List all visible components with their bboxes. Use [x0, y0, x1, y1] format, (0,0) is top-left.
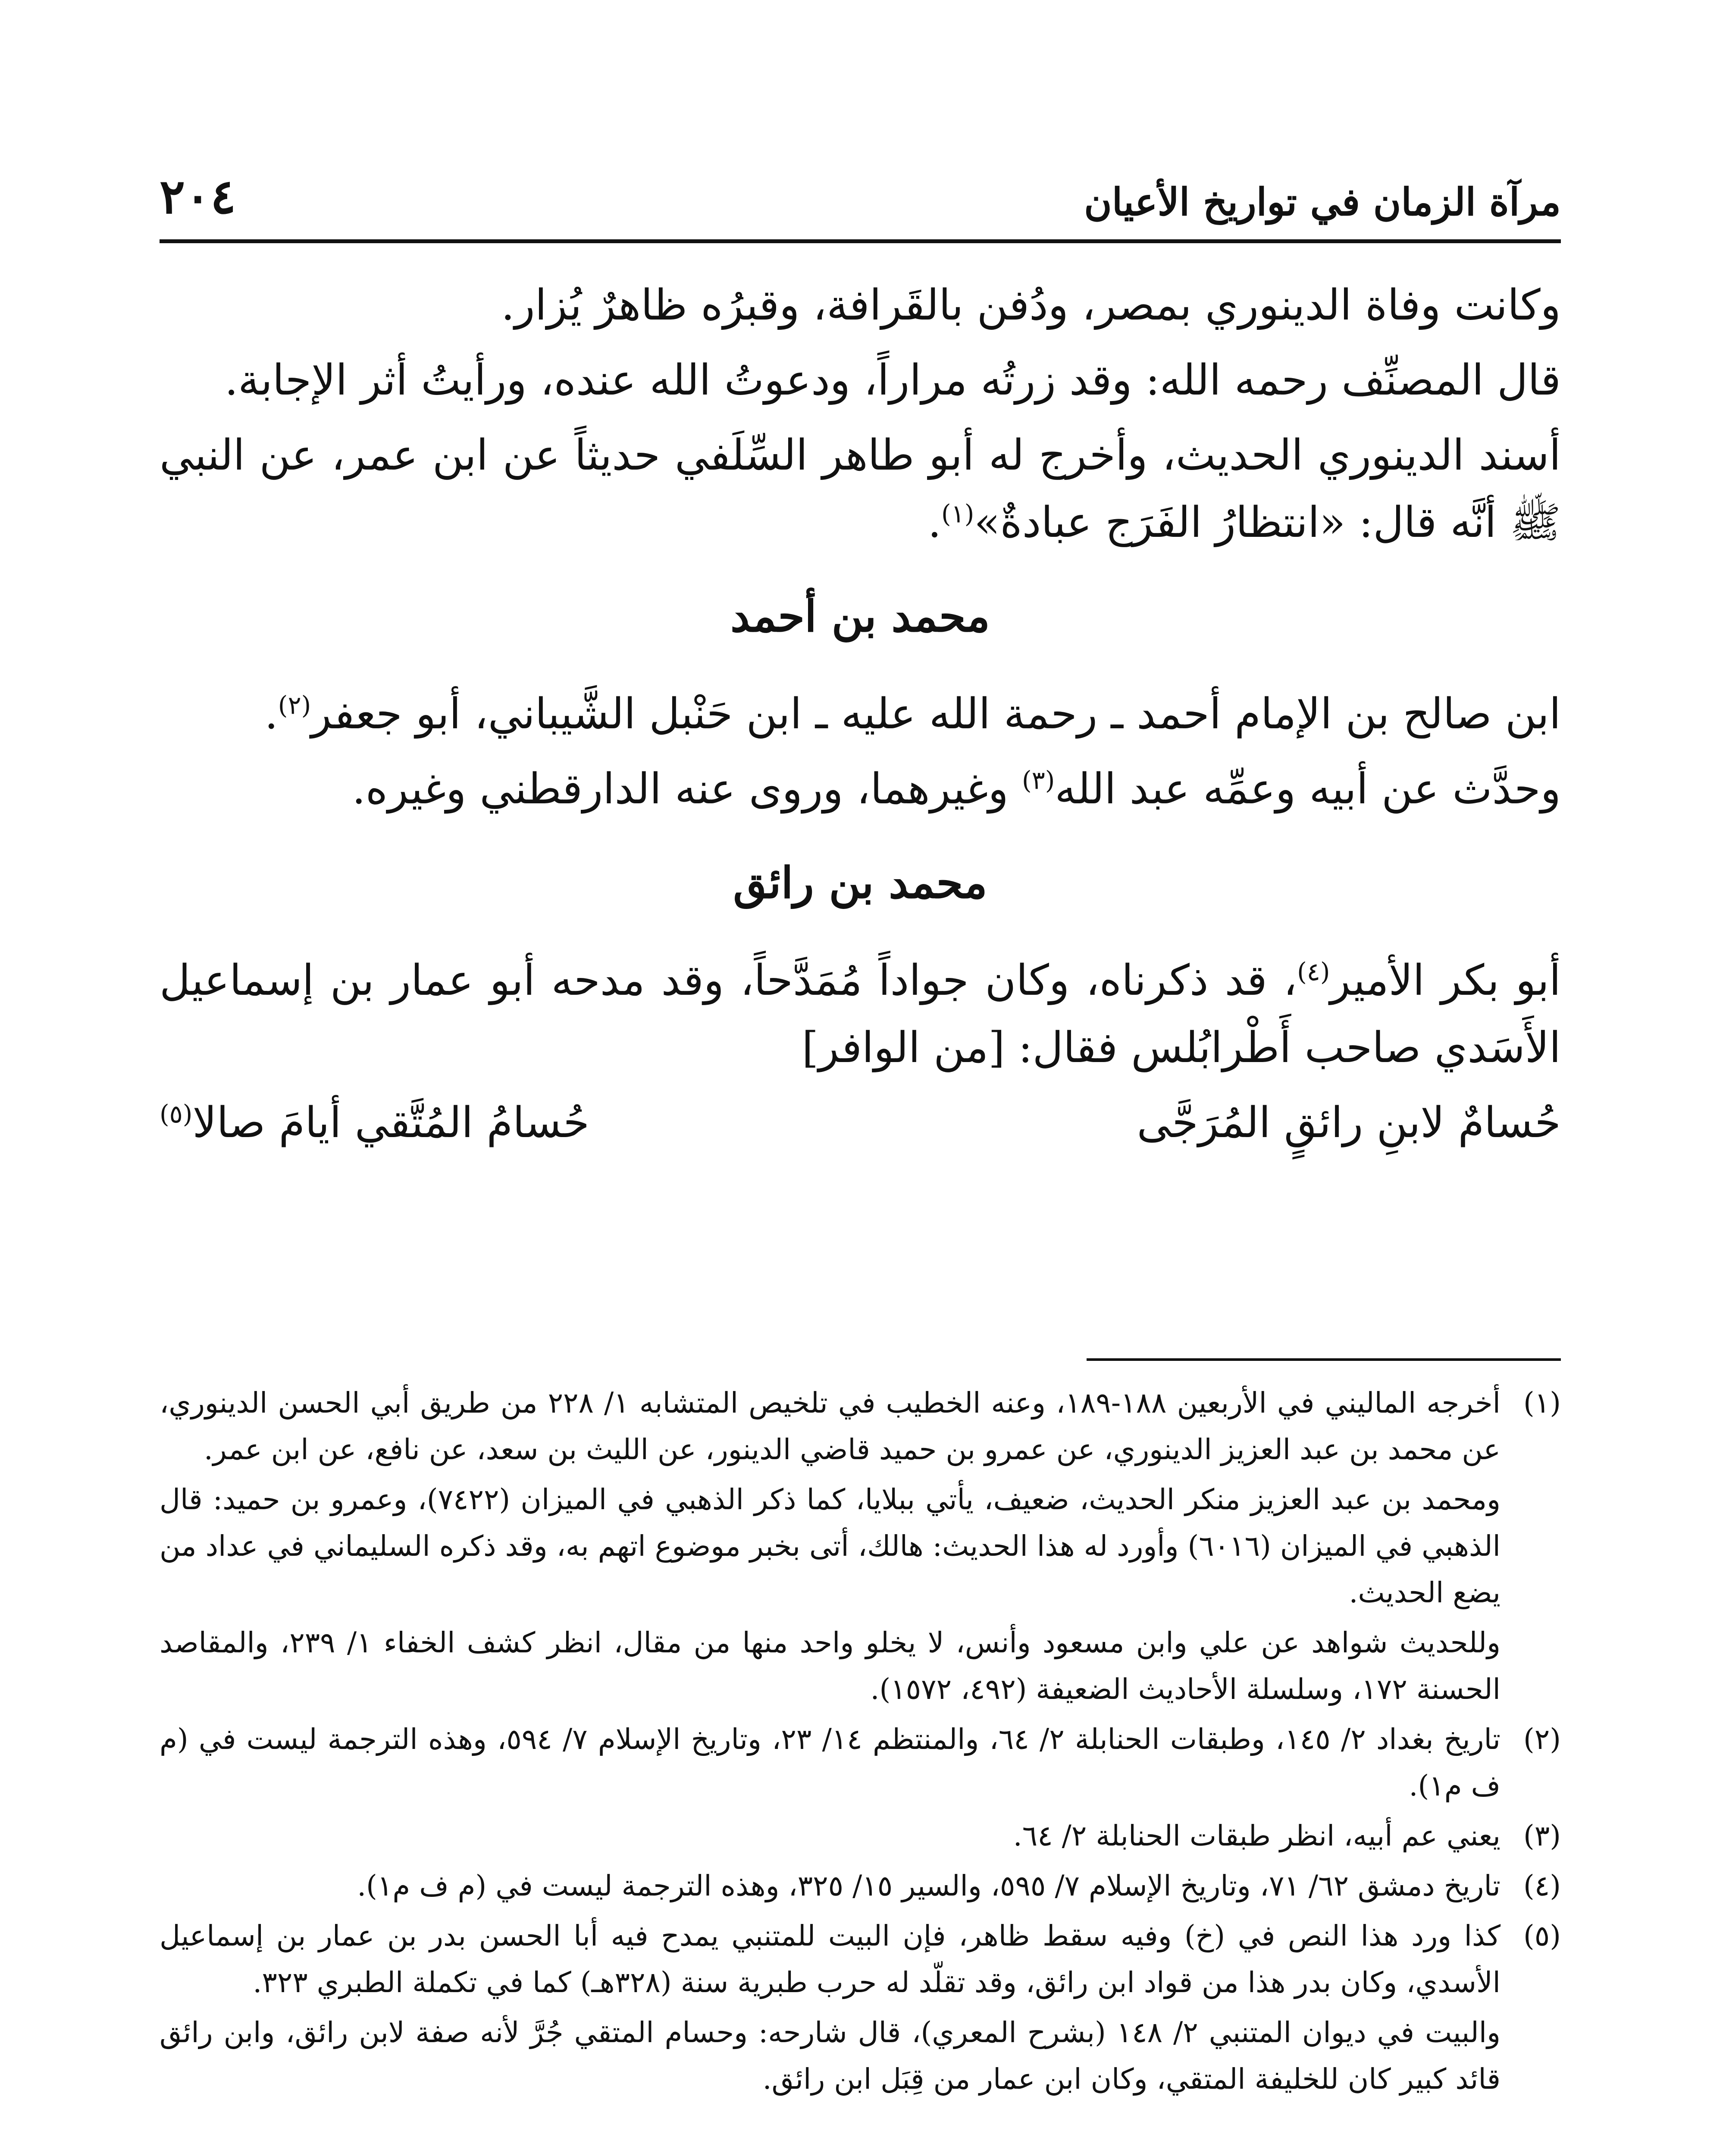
footnote-ref-1[interactable]: (١) — [941, 499, 974, 529]
lineage-end: . — [264, 689, 278, 739]
footnote-ref-2[interactable]: (٢) — [278, 690, 311, 720]
entry-heading-ibn-ahmad: محمد بن أحمد — [730, 591, 990, 642]
footnote-ref-4[interactable]: (٤) — [1297, 957, 1330, 987]
hadith-text: أسند الدينوري الحديث، وأخرج له أبو طاهر السِّلَفي حديثاً عن ابن عمر، عن النبي ﷺ أنَّه قال: «انتظارُ الفَرَج عبادةٌ» — [160, 431, 1561, 547]
footnote-text: يعني عم أبيه، انظر طبقات الحنابلة ٢/ ٦٤. — [1013, 1819, 1501, 1852]
amir-text-b: ، قد ذكرناه، وكان جواداً مُمَدَّحاً، وقد مدحه أبو عمار بن إسماعيل الأَسَدي صاحب أَطْرابُلس فقال: [من الوافر] — [160, 956, 1561, 1072]
running-title: مرآة الزمان في تواريخ الأعيان — [1084, 179, 1561, 224]
footnote-5-continuation: والبيت في ديوان المتنبي ٢/ ١٤٨ (بشرح المعري)، قال شارحه: وحسام المتقي جُرَّ لأنه صفة لابن رائق، وابن رائق قائد كبير كان للخليفة المتقي، وكان ابن عمار من قِبَل ابن رائق. — [160, 2016, 1501, 2096]
footnote-number: (٣) — [1523, 1819, 1561, 1852]
footnote-1-continuation: وللحديث شواهد عن علي وابن مسعود وأنس، لا يخلو واحد منها من مقال، انظر كشف الخفاء ١/ ٢٣٩، والمقاصد الحسنة ١٧٢، وسلسلة الأحاديث الضعيفة (٤٩٢، ١٥٧٢). — [160, 1626, 1501, 1706]
footnote-5 — [160, 1913, 1561, 2006]
hadith-end: . — [927, 498, 941, 547]
paragraph-death: وكانت وفاة الدينوري بمصر، ودُفن بالقَرافة، وقبرُه ظاهرٌ يُزار. — [501, 281, 1561, 330]
footnote-3 — [160, 1813, 1561, 1859]
footnote-4 — [160, 1863, 1561, 1909]
footnotes — [160, 1380, 1561, 2106]
poetry-verse — [160, 1089, 1561, 1156]
footnote-text: تاريخ دمشق ٦٢/ ٧١، وتاريخ الإسلام ٧/ ٥٩٥، والسير ١٥/ ٣٢٥، وهذه الترجمة ليست في (م ف م١). — [357, 1869, 1501, 1902]
footnote-ref-3[interactable]: (٣) — [1021, 765, 1055, 795]
verse-first-hemistich: حُسامٌ لابنِ رائقٍ المُرَجَّى — [1137, 1098, 1561, 1147]
footnote-1-continuation: ومحمد بن عبد العزيز منكر الحديث، ضعيف، يأتي ببلايا، كما ذكر الذهبي في الميزان (٧٤٢٢)، وعمرو بن حميد: قال الذهبي في الميزان (٦٠١٦) وأورد له هذا الحديث: هالك، أتى بخبر موضوع اتهم به، وقد ذكره السليماني في عداد من يضع الحديث. — [160, 1483, 1501, 1609]
paragraph-amir — [160, 947, 1561, 1081]
paragraph-narration — [160, 755, 1561, 823]
header-rule — [160, 239, 1561, 243]
footnote-number: (٥) — [1523, 1919, 1561, 1952]
entry-heading-ibn-raiq: محمد بن رائق — [733, 857, 987, 908]
footnote-text: أخرجه الماليني في الأربعين ١٨٨-١٨٩، وعنه الخطيب في تلخيص المتشابه ١/ ٢٢٨ من طريق أبي الحسن الدينوري، عن محمد بن عبد العزيز الدينوري، عن عمرو بن حميد قاضي الدينور، عن الليث بن سعد، عن نافع، عن ابن عمر. — [160, 1386, 1501, 1466]
lineage-text: ابن صالح بن الإمام أحمد ـ رحمة الله عليه ـ ابن حَنْبل الشَّيباني، أبو جعفر — [311, 689, 1561, 739]
footnote-text: كذا ورد هذا النص في (خ) وفيه سقط ظاهر، فإن البيت للمتنبي يمدح فيه أبا الحسن بدر بن عمار بن إسماعيل الأسدي، وكان بدر هذا من قواد ابن رائق، وقد تقلّد له حرب طبرية سنة (٣٢٨هـ) كما في تكملة الطبري ٣٢٣. — [160, 1919, 1501, 1999]
footnote-number: (٢) — [1523, 1723, 1561, 1756]
paragraph-lineage — [160, 680, 1561, 748]
paragraph-hadith — [160, 422, 1561, 556]
footnote-1 — [160, 1380, 1561, 1473]
page-number: ٢٠٤ — [160, 169, 236, 224]
page-header — [160, 160, 1561, 224]
footnote-rule — [1087, 1358, 1561, 1361]
paragraph-author-visit: قال المصنِّف رحمه الله: وقد زرتُه مراراً، ودعوتُ الله عنده، ورأيتُ أثر الإجابة. — [224, 356, 1561, 405]
narration-text-a: وحدَّث عن أبيه وعمِّه عبد الله — [1055, 765, 1561, 814]
footnote-number: (٤) — [1523, 1869, 1561, 1902]
narration-text-b: وغيرهما، وروى عنه الدارقطني وغيره. — [352, 765, 1022, 814]
amir-text-a: أبو بكر الأمير — [1330, 956, 1561, 1005]
verse-second-hemistich: حُسامُ المُتَّقي أيامَ صالا$^{(٥)}$ — [160, 1098, 590, 1147]
footnote-ref-5[interactable]: (٥) — [160, 1099, 193, 1129]
footnote-text: تاريخ بغداد ٢/ ١٤٥، وطبقات الحنابلة ٢/ ٦٤، والمنتظم ١٤/ ٢٣، وتاريخ الإسلام ٧/ ٥٩٤، وهذه الترجمة ليست في (م ف م١). — [160, 1723, 1501, 1802]
book-page — [160, 142, 1561, 2156]
main-text — [160, 272, 1561, 1156]
footnote-number: (١) — [1523, 1386, 1561, 1420]
footnote-2 — [160, 1716, 1561, 1809]
